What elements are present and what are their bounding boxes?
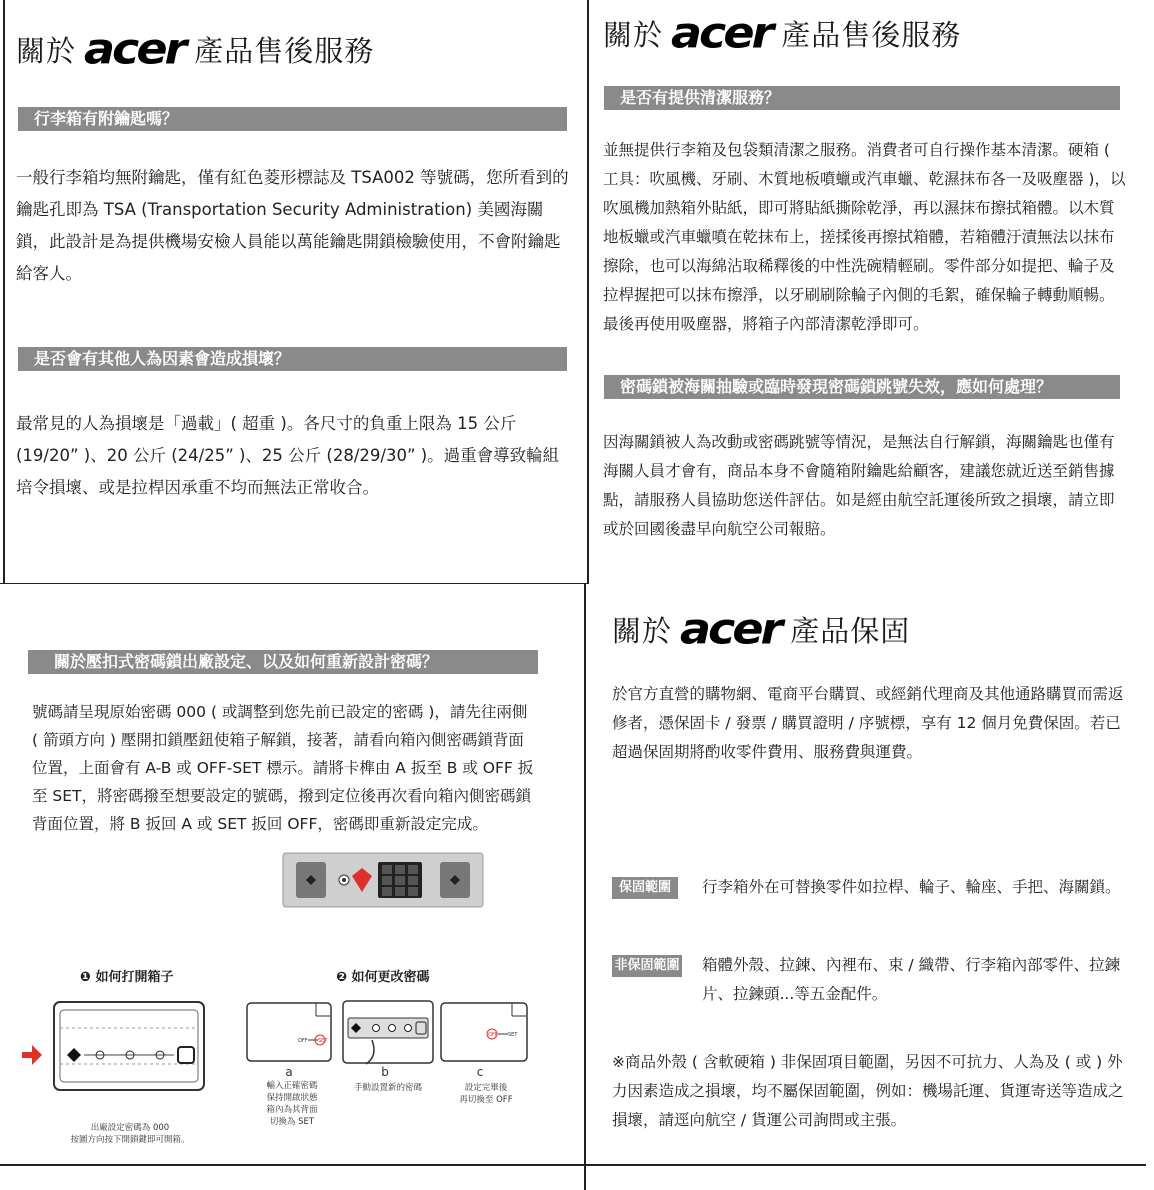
- panel-after-sales-2: [589, 0, 1154, 584]
- svg-text:SET: SET: [508, 1032, 518, 1038]
- open-case-diagram: [20, 998, 210, 1094]
- step-b-label: b: [381, 1065, 389, 1079]
- title-suffix: 產品售後服務: [781, 17, 962, 52]
- acer-logo: acer: [671, 8, 772, 58]
- step-c-note: [448, 1082, 524, 1106]
- caption-open-case: ❶ 如何打開箱子: [80, 970, 174, 985]
- warranty-intro: 於官方直營的購物網、電商平台購買、或經銷代理商及其他通路購買而需返修者，憑保固卡 / 發票 / 購買證明 / 序號標，享有 12 個月免費保固。若已超過保固期將酌收零件費用、服務費與運費。: [612, 685, 1124, 761]
- panel-after-sales-1: [0, 0, 589, 584]
- title-prefix: 關於: [16, 33, 77, 68]
- step-a-note-text: 輸入正確密碼 保持開啟狀態 箱內為其背面 切換為 SET: [266, 1081, 318, 1127]
- step-a-note: [256, 1080, 328, 1128]
- acer-logo: acer: [680, 604, 781, 654]
- question-bar-damage: 是否會有其他人為因素會造成損壞？: [18, 347, 567, 371]
- tag-warranty-not-cover: 非保固範圍: [612, 955, 682, 977]
- title-suffix: 產品保固: [790, 613, 911, 648]
- step-a-label: a: [285, 1065, 293, 1079]
- answer-damage: 最常見的人為損壞是「過載」( 超重 )。各尺寸的負重上限為 15 公斤 (19/20” )、20 公斤 (24/25” )、25 公斤 (28/29/30” )。過重會導致輪組培令損壞、或是拉桿因承重不均而無法正常收合。: [16, 414, 560, 497]
- warranty-note: ※商品外殼 ( 含軟硬箱 ) 非保固項目範圍，另因不可抗力、人為及 ( 或 ) 外力因素造成之損壞，均不屬保固範圍，例如：機場託運、貨運寄送等造成之損壞，請逕向航空 / 貨運公司詢問或主張。: [612, 1053, 1124, 1129]
- question-bar-key: 行李箱有附鑰匙嗎？: [18, 107, 567, 131]
- caption-change-password: ❷ 如何更改密碼: [336, 970, 430, 985]
- svg-text:OFF: OFF: [488, 1032, 498, 1038]
- warranty-not-cover: 箱體外殼、拉鍊、內裡布、束 / 織帶、行李箱內部零件、拉鍊片、拉鍊頭...等五金配件。: [702, 956, 1121, 1003]
- title-prefix: 關於: [603, 17, 664, 52]
- open-note-text: 出廠設定密碼為 000 按圖方向按下開鎖鍵即可開箱。: [70, 1123, 190, 1145]
- title-prefix: 關於: [612, 613, 673, 648]
- step-c-note-text: 設定完畢後 再切換至 OFF: [459, 1083, 513, 1105]
- panel-lock-setting: [0, 584, 586, 1190]
- question-bar-password: 關於壓扣式密碼鎖出廠設定、以及如何重新設計密碼？: [28, 650, 538, 674]
- open-note: [60, 1122, 200, 1146]
- step-a-diagram: [246, 1002, 332, 1064]
- answer-password: 號碼請呈現原始密碼 000 ( 或調整到您先前已設定的密碼 )，請先往兩側 ( 箭頭方向 ) 壓開扣鎖壓鈕使箱子解鎖，接著，請看向箱內側密碼鎖背面位置，上面會有 A-B 或 OFF-SET 標示。請將卡榫由 A 扳至 B 或 OFF 扳至 SET，將密碼撥至想要設定的號碼，撥到定位後再次看向箱內側密碼鎖背面位置，將 B 扳回 A 或 SET 扳回 OFF，密碼即重新設定完成。: [32, 703, 534, 833]
- panel1-title: [16, 26, 374, 72]
- answer-key: 一般行李箱均無附鑰匙，僅有紅色菱形標誌及 TSA002 等號碼，您所看到的鑰匙孔即為 TSA (Transportation Security Administration) 美國海關鎖，此設計是為提供機場安檢人員能以萬能鑰匙開鎖檢驗使用，不會附鑰匙給客人。: [16, 168, 569, 283]
- title-suffix: 產品售後服務: [194, 33, 375, 68]
- warranty-cover: 行李箱外在可替換零件如拉桿、輪子、輪座、手把、海關鎖。: [702, 878, 1121, 896]
- panel-warranty: [586, 584, 1154, 1190]
- answer-lock: 因海關鎖被人為改動或密碼跳號等情況，是無法自行解鎖，海關鑰匙也僅有海關人員才會有，商品本身不會隨箱附鑰匙給顧客，建議您就近送至銷售據點，請服務人員協助您送件評估。如是經由航空託運後所致之損壞，請立即或於回國後盡早向航空公司報賠。: [603, 433, 1115, 538]
- step-c-label: c: [476, 1065, 484, 1079]
- acer-logo: acer: [84, 24, 185, 74]
- step-b-note: 手動設置新的密碼: [353, 1083, 422, 1093]
- step-c-diagram: [440, 1002, 528, 1064]
- tag-warranty-cover: 保固範圍: [612, 877, 678, 899]
- question-bar-lock: 密碼鎖被海關抽驗或臨時發現密碼鎖跳號失效，應如何處理？: [604, 375, 1120, 399]
- answer-cleaning: 並無提供行李箱及包袋類清潔之服務。消費者可自行操作基本清潔。硬箱 ( 工具：吹風機、牙刷、木質地板噴蠟或汽車蠟、乾濕抹布各一及吸塵器 )，以吹風機加熱箱外貼紙，即可將貼紙撕除乾淨，再以濕抹布擦拭箱體。以木質地板蠟或汽車蠟噴在乾抹布上，搓揉後再擦拭箱體，若箱體汙漬無法以抹布擦除，也可以海綿沾取稀釋後的中性洗碗精輕刷。零件部分如提把、輪子及拉桿握把可以抹布擦淨，以牙刷刷除輪子內側的毛絮，確保輪子轉動順暢。最後再使用吸塵器，將箱子內部清潔乾淨即可。: [603, 141, 1126, 333]
- step-b-diagram: [342, 1000, 434, 1066]
- panel4-title: [612, 606, 910, 652]
- question-bar-cleaning: 是否有提供清潔服務？: [604, 86, 1120, 110]
- svg-text:OFF: OFF: [298, 1038, 308, 1044]
- panel2-title: [603, 10, 961, 56]
- lock-illustration: [282, 852, 484, 908]
- svg-text:SET: SET: [318, 1038, 328, 1044]
